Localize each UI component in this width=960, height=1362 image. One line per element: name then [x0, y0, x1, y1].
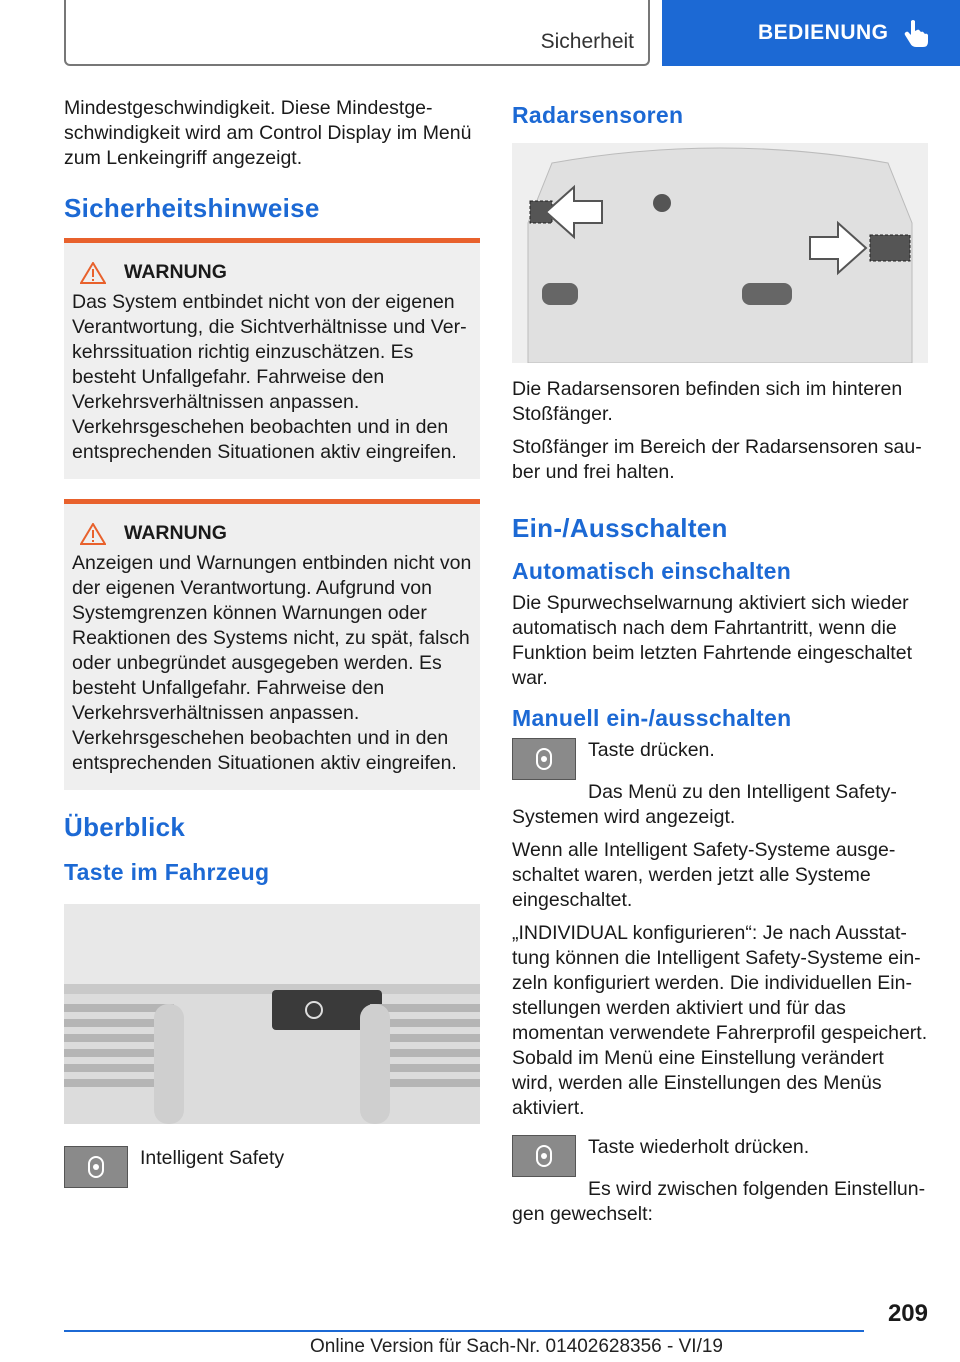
button-heading: Taste im Fahrzeug [64, 859, 270, 885]
menu-paragraph: Das Menü zu den Intelligent Safety-Systemen wird angezeigt. [512, 781, 897, 828]
right-column [512, 96, 928, 1235]
hand-pointer-icon [903, 19, 929, 47]
radar-paragraph-2: Stoßfänger im Bereich der Radarsensoren sauber und frei halten. [512, 436, 922, 483]
warning-header-1 [72, 261, 472, 284]
intro-paragraph: Mindestgeschwindigkeit. Diese Mindestgeschwindigkeit wird am Control Display im Menü zum Lenkeingriff angezeigt. [64, 97, 472, 169]
warning-label-2: WARNUNG [124, 522, 227, 544]
rear-car-illustration [512, 143, 928, 363]
switch-paragraph: Es wird zwischen folgenden Einstellungen gewechselt: [512, 1178, 926, 1225]
header-tab-bedienung[interactable] [662, 0, 960, 66]
warning-triangle-icon [80, 523, 106, 545]
individual-paragraph: „INDIVIDUAL konfigurieren“: Je nach Ausstattung können die Intelligent Safety-Systeme einzeln konfiguriert werden. Die individuellen Einstellungen werden aktiviert und für das momentan verwendete Fahrerprofil gespeichert. Sobald im Menü eine Einstellung verändert wird, werden alle Einstellungen des Menüs aktiviert. [512, 922, 928, 1119]
overview-heading: Überblick [64, 812, 186, 842]
left-column [64, 96, 480, 1188]
footer-divider [64, 1330, 864, 1332]
intelligent-safety-icon [512, 738, 576, 780]
press-again-text: Taste wiederholt drücken. [588, 1136, 810, 1158]
footer-online-version: Online Version für Sach-Nr. 01402628356 - VI/19 [310, 1336, 723, 1357]
press-row [512, 738, 928, 780]
warning-text-1: Das System entbindet nicht von der eigenen Verantwortung, die Sichtverhältnisse und Verkehrssituation richtig einzuschätzen. Es besteht Unfallgefahr. Fahrweise den Verkehrsverhältnissen anpassen. Verkehrsgeschehen beobachten und in den entsprechenden Situationen aktiv eingreifen. [72, 291, 467, 463]
dashboard-photo [64, 904, 480, 1124]
header-section-label: Sicherheit [540, 30, 634, 53]
warning-label-1: WARNUNG [124, 261, 227, 283]
auto-paragraph: Die Spurwechselwarnung aktiviert sich wieder automatisch nach dem Fahrtantritt, wenn die Funktion beim letzten Fahrtende eingeschaltet war. [512, 592, 912, 689]
intelligent-safety-row [64, 1146, 480, 1188]
header-section-box [64, 0, 650, 66]
warning-text-2: Anzeigen und Warnungen entbinden nicht von der eigenen Verantwortung. Aufgrund von Systemgrenzen können Warnungen oder Reaktionen des Systems nicht, zu spät, falsch oder unbegründet ausgegeben werden. Es besteht Unfallgefahr. Fahrweise den Verkehrsverhältnissen anpassen. Verkehrsgeschehen beobachten und in den entsprechenden Situationen aktiv eingreifen. [72, 552, 472, 774]
warning-triangle-icon [80, 262, 106, 284]
header-tab-label: BEDIENUNG [758, 21, 889, 44]
rear-bumper-photo [512, 143, 928, 363]
warning-box-2 [64, 499, 480, 790]
radar-heading: Radarsensoren [512, 102, 684, 128]
press-again-row [512, 1135, 928, 1177]
manual-heading: Manuell ein-/ausschalten [512, 705, 792, 731]
onoff-heading: Ein-/Ausschalten [512, 513, 728, 543]
warning-header-2 [72, 522, 472, 545]
warning-box-1 [64, 238, 480, 479]
auto-heading: Automatisch einschalten [512, 558, 792, 584]
safety-heading: Sicherheitshinweise [64, 193, 320, 223]
intelligent-safety-icon [512, 1135, 576, 1177]
page-number: 209 [887, 1300, 928, 1327]
radar-paragraph-1: Die Radarsensoren befinden sich im hinteren Stoßfänger. [512, 378, 903, 425]
press-text: Taste drücken. [588, 739, 715, 761]
all-off-paragraph: Wenn alle Intelligent Safety-Systeme ausgeschaltet waren, werden jetzt alle Systeme eingeschaltet. [512, 839, 896, 911]
dashboard-illustration [64, 904, 480, 1124]
intelligent-safety-caption: Intelligent Safety [140, 1147, 285, 1169]
intelligent-safety-icon [64, 1146, 128, 1188]
